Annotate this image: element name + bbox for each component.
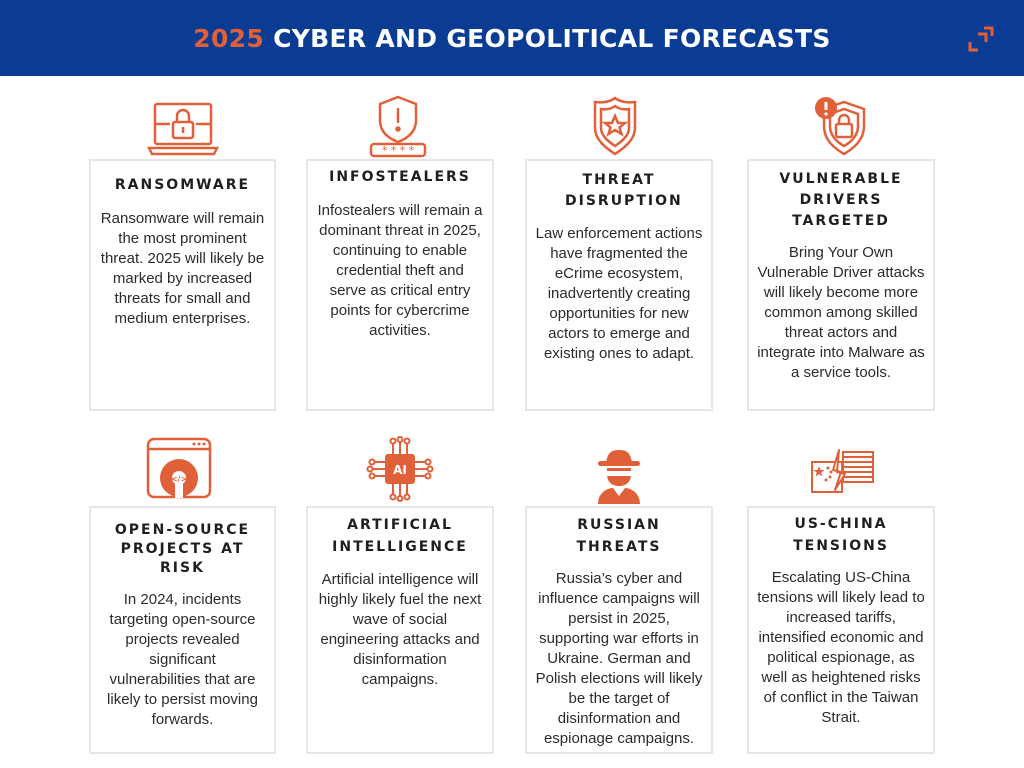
card-title: RUSSIAN THREATS — [576, 517, 662, 555]
police-badge-icon — [578, 94, 652, 160]
corner-arrows-icon — [964, 22, 998, 56]
card-body: Escalating US-China tensions will likely lead to increased tariffs, intensified economic and political espionage, as well as heightened risks of conflict in the Taiwan Strait. — [757, 569, 925, 726]
card-us-china-tensions — [747, 506, 935, 754]
laptop-lock-icon — [146, 96, 220, 162]
browser-code-icon — [142, 436, 216, 502]
card-title: RANSOMWARE — [114, 177, 251, 193]
card-body: Law enforcement actions have fragmented the eCrime ecosystem, inadvertently creating opportunities for new actors to emerge and existing ones to adapt. — [535, 225, 703, 362]
card-title: US-CHINA TENSIONS — [793, 516, 889, 554]
page-title — [193, 24, 830, 53]
card-title: ARTIFICIAL INTELLIGENCE — [332, 517, 468, 555]
shield-alert-lock-icon — [804, 94, 878, 160]
card-body: Artificial intelligence will highly likely fuel the next wave of social engineering attacks and disinformation campaigns. — [318, 571, 482, 688]
card-body: Infostealers will remain a dominant threat in 2025, continuing to enable credential theft and serve as critical entry points for cybercrime activities. — [317, 202, 483, 339]
card-threat-disruption — [525, 159, 713, 411]
card-body: In 2024, incidents targeting open-source projects revealed significant vulnerabilities that are likely to persist moving forwards. — [107, 591, 258, 728]
us-china-flags-icon — [805, 446, 879, 512]
card-title: THREAT DISRUPTION — [565, 172, 683, 209]
card-artificial-intelligence — [306, 506, 494, 754]
card-body: Ransomware will remain the most prominent threat. 2025 will likely be marked by increased threats for small and medium enterprises. — [100, 210, 265, 327]
card-open-source — [89, 506, 276, 754]
card-vulnerable-drivers — [747, 159, 935, 411]
card-title: OPEN-SOURCE PROJECTS AT RISK — [114, 522, 251, 576]
card-body: Bring Your Own Vulnerable Driver attacks will likely become more common among skilled threat actors and integrate into Malware as a service tools. — [757, 244, 925, 381]
spy-icon — [582, 444, 656, 510]
card-russian-threats — [525, 506, 713, 754]
shield-password-icon — [361, 94, 435, 160]
header-banner — [0, 0, 1024, 76]
svg-text:AI: AI — [393, 463, 407, 477]
svg-text:</>: </> — [170, 474, 188, 484]
ai-chip-icon — [363, 436, 437, 502]
card-title: VULNERABLE DRIVERS TARGETED — [779, 171, 903, 229]
card-infostealers — [306, 159, 494, 411]
title-year: 2025 — [193, 23, 265, 53]
title-text: CYBER AND GEOPOLITICAL FORECASTS — [264, 23, 831, 53]
card-title: INFOSTEALERS — [329, 169, 471, 185]
card-ransomware — [89, 159, 276, 411]
svg-text:* * * *: * * * * — [381, 144, 415, 157]
card-body: Russia’s cyber and influence campaigns will persist in 2025, supporting war efforts in Ukraine. German and Polish elections will likely be the target of disinformation and espionage campaigns. — [535, 570, 703, 747]
